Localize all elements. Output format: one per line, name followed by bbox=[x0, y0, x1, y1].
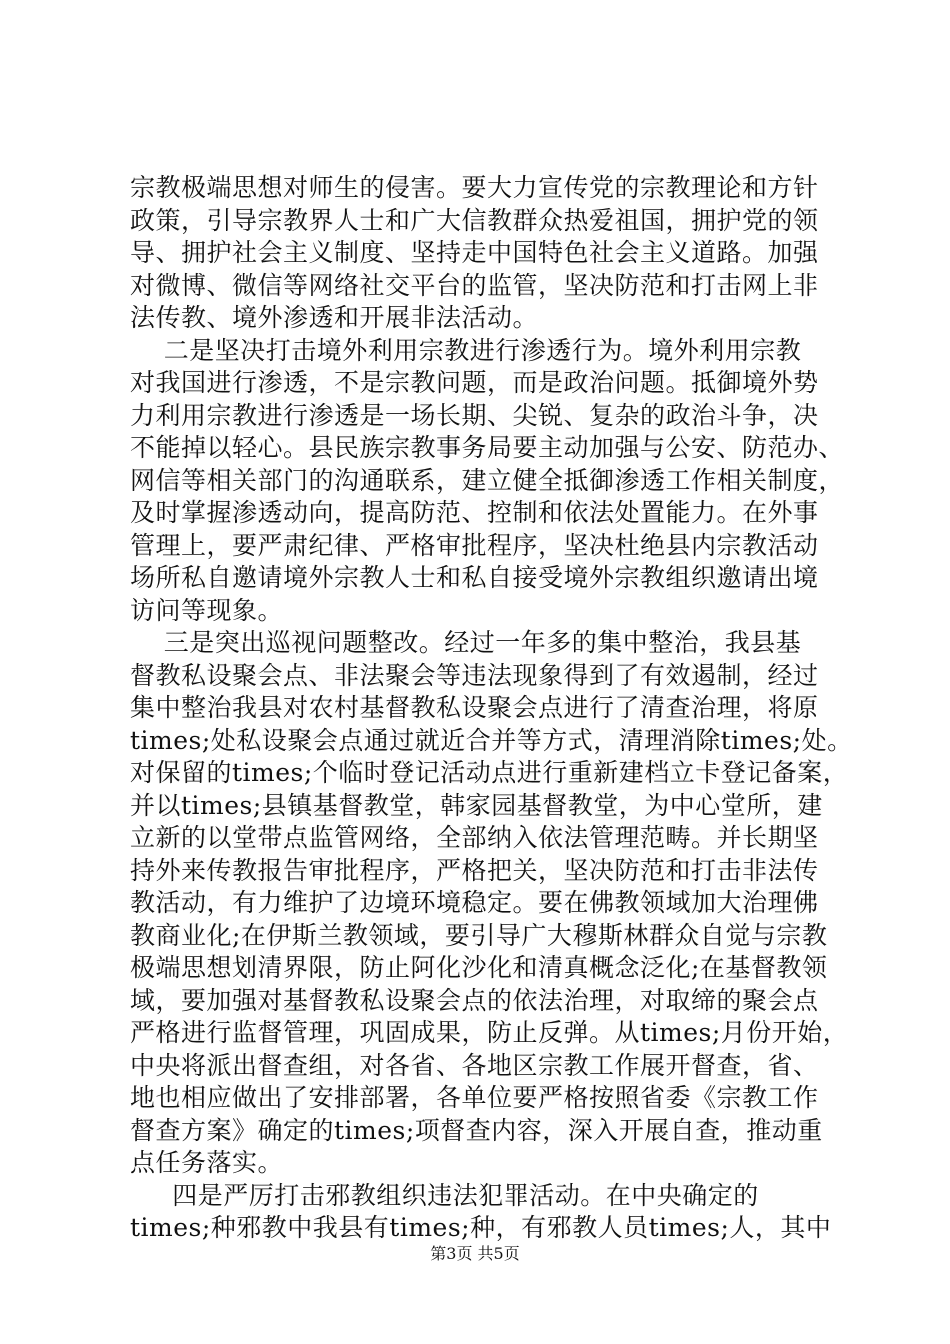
text-line: 对我国进行渗透，不是宗教问题，而是政治问题。抵御境外势 bbox=[130, 368, 819, 397]
text-line: 严格进行监督管理，巩固成果，防止反弹。从times;月份开始， bbox=[130, 1018, 849, 1047]
text-line: 对保留的times;个临时登记活动点进行重新建档立卡登记备案， bbox=[130, 758, 849, 787]
text-line: 场所私自邀请境外宗教人士和私自接受境外宗教组织邀请出境 bbox=[130, 563, 819, 592]
text-line: 中央将派出督查组，对各省、各地区宗教工作展开督查，省、 bbox=[130, 1050, 819, 1080]
text-line: 力利用宗教进行渗透是一场长期、尖锐、复杂的政治斗争，决 bbox=[130, 400, 819, 430]
text-line: times;处私设聚会点通过就近合并等方式，清理消除times;处。 bbox=[130, 725, 853, 755]
text-line: 政策，引导宗教界人士和广大信教群众热爱祖国，拥护党的领 bbox=[130, 205, 819, 235]
text-line: 四是严厉打击邪教组织违法犯罪活动。在中央确定的 bbox=[130, 1180, 759, 1210]
text-line: 极端思想划清界限，防止阿化沙化和清真概念泛化;在基督教领 bbox=[130, 953, 828, 982]
text-line: 地也相应做出了安排部署，各单位要严格按照省委《宗教工作 bbox=[130, 1083, 819, 1112]
text-line: 二是坚决打击境外利用宗教进行渗透行为。境外利用宗教 bbox=[130, 335, 802, 365]
text-line: 对微博、微信等网络社交平台的监管，坚决防范和打击网上非 bbox=[130, 270, 819, 300]
text-line: 集中整治我县对农村基督教私设聚会点进行了清查治理，将原 bbox=[130, 693, 819, 722]
page-footer: 第3页 共5页 bbox=[430, 1244, 520, 1263]
text-line: 立新的以堂带点监管网络，全部纳入依法管理范畴。并长期坚 bbox=[130, 823, 819, 852]
text-line: 教商业化;在伊斯兰教领域，要引导广大穆斯林群众自觉与宗教 bbox=[130, 920, 828, 950]
text-line: 导、拥护社会主义制度、坚持走中国特色社会主义道路。加强 bbox=[130, 238, 819, 267]
text-line: 督教私设聚会点、非法聚会等违法现象得到了有效遏制，经过 bbox=[130, 660, 819, 690]
text-line: 网信等相关部门的沟通联系，建立健全抵御渗透工作相关制度， bbox=[130, 465, 845, 495]
text-line: 访问等现象。 bbox=[130, 595, 284, 625]
text-line: 不能掉以轻心。县民族宗教事务局要主动加强与公安、防范办、 bbox=[130, 433, 845, 462]
text-line: 并以times;县镇基督教堂，韩家园基督教堂，为中心堂所，建 bbox=[130, 790, 823, 820]
text-line: 及时掌握渗透动向，提高防范、控制和依法处置能力。在外事 bbox=[130, 498, 819, 527]
text-line: 持外来传教报告审批程序，严格把关，坚决防范和打击非法传 bbox=[130, 855, 819, 885]
text-line: 管理上，要严肃纪律、严格审批程序，坚决杜绝县内宗教活动 bbox=[130, 530, 819, 560]
text-line: 域，要加强对基督教私设聚会点的依法治理，对取缔的聚会点 bbox=[130, 985, 819, 1015]
text-line: 督查方案》确定的times;项督查内容，深入开展自查，推动重 bbox=[130, 1115, 823, 1145]
text-line: 法传教、境外渗透和开展非法活动。 bbox=[130, 303, 539, 332]
text-line: times;种邪教中我县有times;种，有邪教人员times;人，其中 bbox=[130, 1213, 832, 1242]
text-line: 三是突出巡视问题整改。经过一年多的集中整治，我县基 bbox=[130, 628, 802, 657]
body-text bbox=[130, 172, 853, 1245]
text-line: 点任务落实。 bbox=[130, 1148, 284, 1177]
text-line: 教活动，有力维护了边境环境稳定。要在佛教领域加大治理佛 bbox=[130, 888, 819, 917]
text-line: 宗教极端思想对师生的侵害。要大力宣传党的宗教理论和方针 bbox=[130, 173, 819, 202]
